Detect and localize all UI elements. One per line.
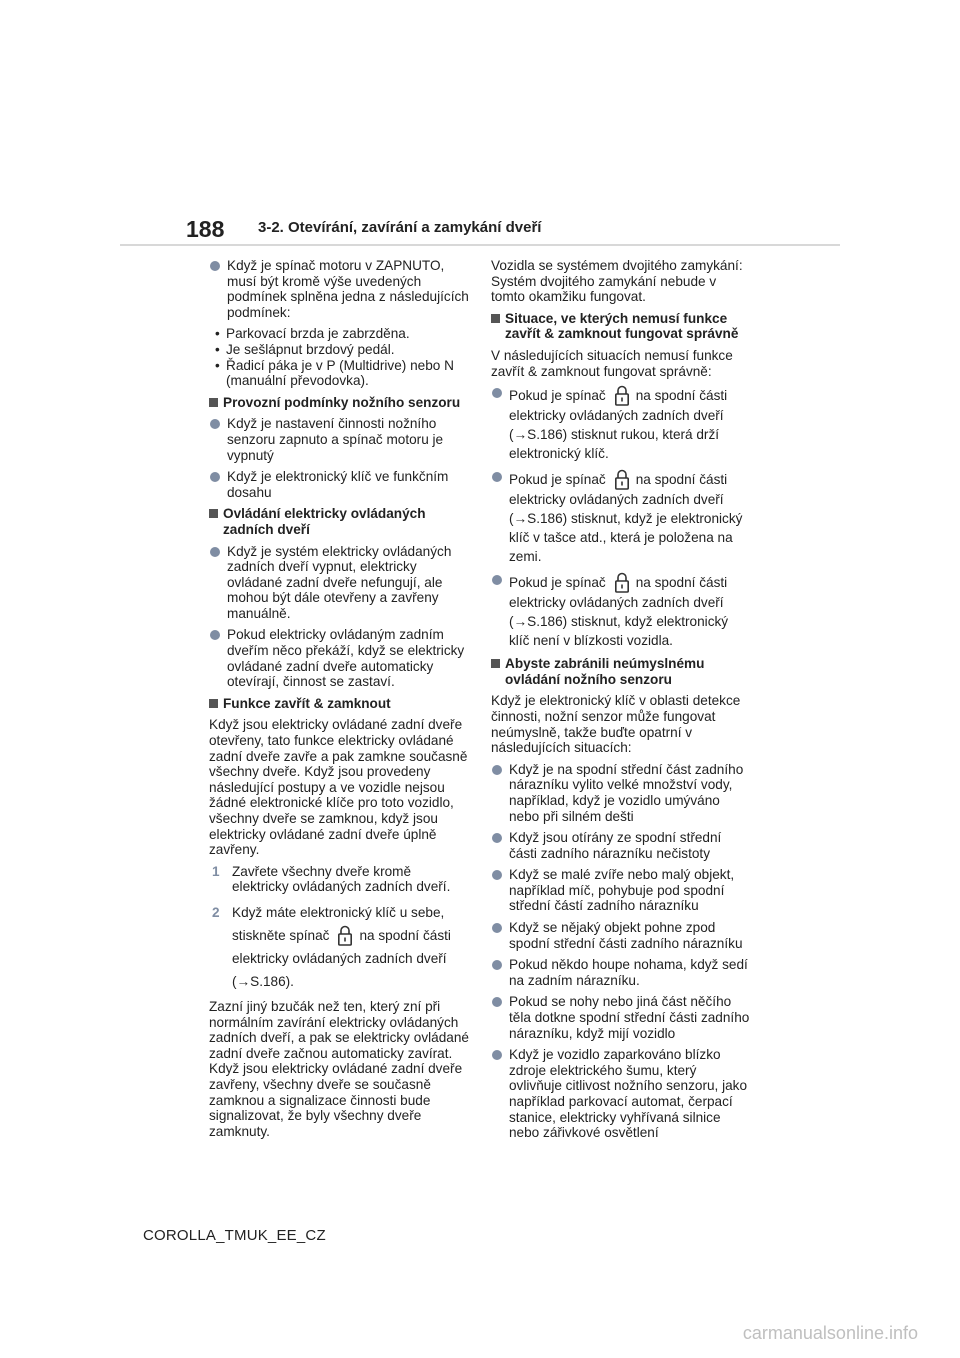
bullet-item: Když jsou otírány ze spodní střední části zadního nárazníku nečistoty [491, 830, 751, 861]
bullet-item [491, 469, 751, 566]
page-number: 188 [186, 216, 225, 242]
document-code: COROLLA_TMUK_EE_CZ [143, 1227, 326, 1244]
bullet-item [491, 572, 751, 650]
bullet-item: Když se nějaký objekt pohne zpod spodní střední části zadního nárazníku [491, 920, 751, 951]
step-text: Když máte elektronický klíč u sebe, stiskněte spínač [232, 904, 445, 943]
bullet-item [491, 385, 751, 463]
chapter-title: 3-2. Otevírání, zavírání a zamykání dveří [258, 219, 542, 236]
section-heading: Provozní podmínky nožního senzoru [209, 395, 469, 411]
section-heading: Ovládání elektricky ovládaných zadních dveří [209, 506, 469, 537]
section-heading: Funkce zavřít & zamknout [209, 696, 469, 712]
bullet-item [209, 258, 469, 320]
bullet-item: Pokud elektricky ovládaným zadním dveřím něco překáží, když se elektricky ovládané zadní dveře automaticky otevírají, činnost se zastaví. [209, 627, 469, 689]
bullet-text: na spodní části elektricky ovládaných zadních dveří (→S.186) stisknut, když elektronický klíč není v blízkosti vozidla. [509, 575, 729, 649]
sub-item: • Parkovací brzda je zabrzděna. [209, 326, 469, 342]
step-number: 2 [212, 904, 220, 920]
lock-icon [615, 572, 629, 593]
bullet-item: Když je systém elektricky ovládaných zadních dveří vypnut, elektricky ovládané zadní dveře nefungují, ale mohou být dále otevřeny a zavřeny manuálně. [209, 544, 469, 622]
bullet-text: Když je spínač motoru v ZAPNUTO, musí být kromě výše uvedených podmínek splněna jedna z následujících podmínek: [227, 258, 469, 320]
bullet-text: Pokud je spínač [509, 575, 606, 591]
paragraph: Když je elektronický klíč v oblasti detekce činnosti, nožní senzor může fungovat neúmyslně, takže buďte opatrní v následujících situacích: [491, 693, 741, 756]
sub-list [209, 326, 469, 388]
paragraph: Když jsou elektricky ovládané zadní dveře otevřeny, tato funkce elektricky ovládané zadní dveře zavře a pak zamkne současně všechny dveře. Když jsou provedeny následující postupy a ve vozidle nejsou žádné elektronické klíče pro toto vozidlo, všechny dveře se zamknou, když jsou elektricky ovládané zadní dveře úplně zavřeny. [209, 717, 468, 858]
section-heading: Abyste zabránili neúmyslnému ovládání nožního senzoru [491, 656, 751, 687]
bullet-text: Pokud je spínač [509, 472, 606, 488]
lock-icon [338, 925, 352, 946]
step-number: 1 [212, 863, 220, 879]
step-text: Zavřete všechny dveře kromě elektricky ovládaných zadních dveří. [232, 863, 451, 895]
lock-icon [615, 469, 629, 490]
sub-item: • Je sešlápnut brzdový pedál. [209, 342, 469, 358]
step-item [209, 901, 469, 993]
bullet-text: na spodní části elektricky ovládaných zadních dveří (→S.186) stisknut, když je elektronický klíč v tašce atd., která je položena na zemi. [509, 472, 743, 565]
bullet-item: Když je vozidlo zaparkováno blízko zdroje elektrického šumu, který ovlivňuje citlivost nožního senzoru, jako například parkovací automat, čerpací stanice, elektricky vyhřívaná silnice nebo zářivkové osvětlení [491, 1047, 751, 1141]
bullet-text: Pokud je spínač [509, 388, 606, 404]
step-item [209, 864, 469, 895]
paragraph: Zazní jiný bzučák než ten, který zní při normálním zavírání elektricky ovládaných zadních dveří, a pak se elektricky ovládané zadní dveře začnou automaticky zavírat. Když jsou elektricky ovládané zadní dveře zavřeny, všechny dveře se současně zamknou a signalizace činnosti bude signalizovat, že byly všechny dveře zamknuty. [209, 998, 469, 1139]
bullet-text: na spodní části elektricky ovládaných zadních dveří (→S.186) stisknut rukou, která drží elektronický klíč. [509, 388, 728, 462]
step-text: na spodní části elektricky ovládaných zadních dveří (→S.186). [232, 927, 451, 989]
watermark: carmanualsonline.info [742, 1323, 918, 1343]
left-column [209, 258, 469, 1145]
paragraph: Vozidla se systémem dvojitého zamykání: Systém dvojitého zamykání nebude v tomto okamžiku fungovat. [491, 258, 743, 305]
section-heading: Situace, ve kterých nemusí funkce zavřít & zamknout fungovat správně [491, 311, 751, 342]
header-rule [120, 244, 840, 246]
bullet-item: Pokud někdo houpe nohama, když sedí na zadním nárazníku. [491, 957, 751, 988]
bullet-item: Když je nastavení činnosti nožního senzoru zapnuto a spínač motoru je vypnutý [209, 416, 469, 463]
right-column [491, 258, 751, 1147]
lock-icon [615, 385, 629, 406]
paragraph: V následujících situacích nemusí funkce zavřít & zamknout fungovat správně: [491, 347, 733, 379]
bullet-item: Když se malé zvíře nebo malý objekt, například míč, pohybuje pod spodní střední částí zadního nárazníku [491, 867, 751, 914]
bullet-item: Když je na spodní střední část zadního nárazníku vylito velké množství vody, například, když je vozidlo umýváno nebo při silném dešti [491, 762, 751, 824]
bullet-item: Pokud se nohy nebo jiná část něčího těla dotkne spodní střední části zadního nárazníku, když mijí vozidlo [491, 994, 751, 1041]
sub-item: • Řadicí páka je v P (Multidrive) nebo N (manuální převodovka). [209, 358, 469, 389]
bullet-item: Když je elektronický klíč ve funkčním dosahu [209, 469, 469, 500]
